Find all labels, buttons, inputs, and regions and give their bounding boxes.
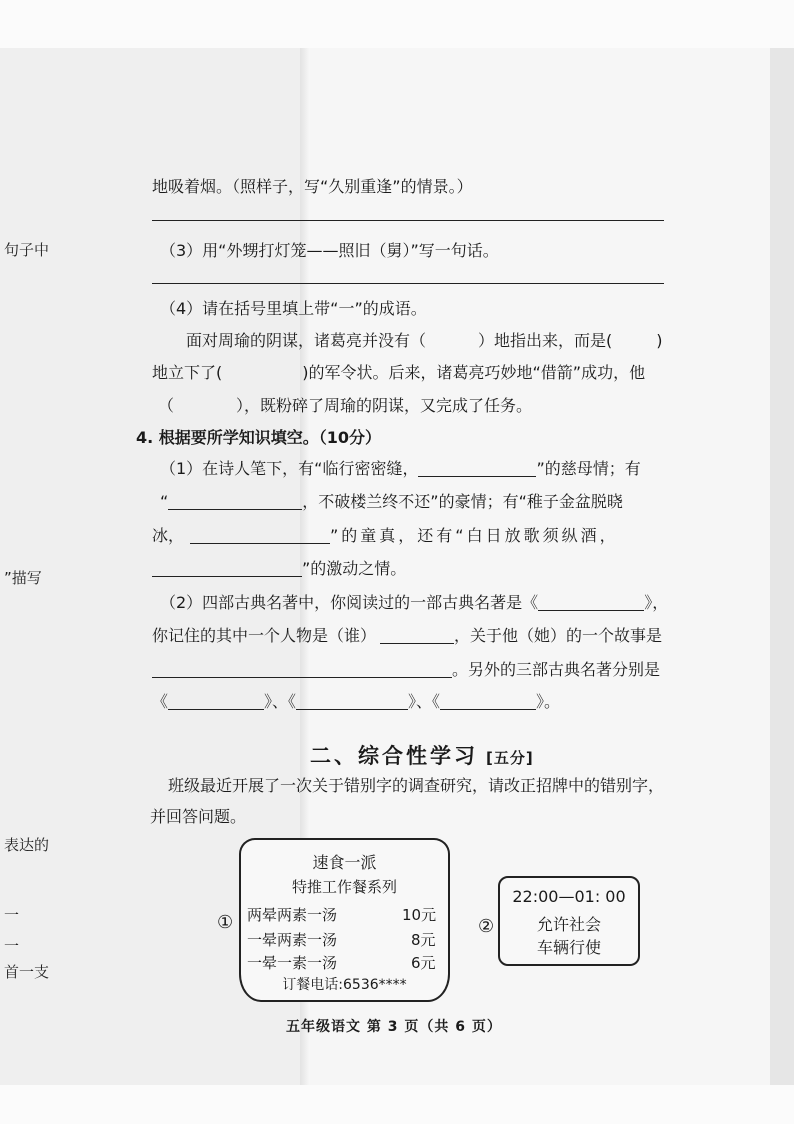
text-segment: 。另外的三部古典名著分别是 [452, 660, 661, 679]
text-segment: 冰， [152, 526, 185, 545]
fill-blank[interactable] [152, 661, 452, 678]
q3-continuation: 地吸着烟。（照样子，写“久别重逢”的情景。） [152, 177, 473, 196]
q4-p1-line1 [160, 458, 641, 480]
q3-sub4-stem: （4）请在括号里填上带“一”的成语。 [160, 299, 427, 318]
text-segment: 》。 [536, 692, 561, 711]
text-segment: 面对周瑜的阴谋，诸葛亮并没有（ [186, 331, 427, 350]
text-segment: ，关于他（她）的一个故事是 [454, 626, 663, 645]
text-segment: ) [656, 331, 663, 350]
sign-number: ① [217, 912, 234, 933]
menu-item-price: 8元 [411, 931, 436, 949]
menu-item-name: 一晕两素一汤 [247, 931, 338, 949]
fill-blank[interactable] [168, 493, 302, 510]
text-segment: ，不破楼兰终不还”的豪情；有“稚子金盆脱晓 [302, 492, 623, 511]
q4-p2-line2 [152, 625, 662, 647]
section-heading [310, 740, 534, 770]
signboard-1 [239, 838, 450, 1002]
text-segment: 》， [644, 593, 669, 612]
text-segment: “ [160, 492, 169, 511]
q4-stem: 4. 根据要所学知识填空。（10分） [136, 428, 382, 447]
fill-blank[interactable] [418, 460, 536, 477]
sign-subtitle: 特推工作餐系列 [291, 878, 397, 896]
sign-title: 速食一派 [312, 853, 377, 872]
text-segment: 》、《 [408, 692, 441, 711]
fill-blank[interactable] [190, 527, 330, 544]
sign-line: 允许社会 [536, 915, 601, 934]
text-segment: ），既粉碎了周瑜的阴谋，又完成了任务。 [236, 396, 533, 415]
scan-top-band [0, 0, 794, 48]
answer-line[interactable] [152, 220, 664, 221]
text-segment: 《 [152, 692, 169, 711]
menu-item-price: 10元 [402, 906, 437, 924]
fill-blank[interactable] [380, 627, 454, 644]
sign-line: 车辆行使 [536, 938, 601, 957]
q4-p1-line3 [152, 525, 619, 547]
menu-item-name: 两晕两素一汤 [247, 906, 338, 924]
section-intro: 并回答问题。 [150, 807, 247, 826]
q3-sub4-line3 [158, 395, 532, 417]
margin-fragment: 首一支 [4, 963, 50, 981]
text-segment: （2）四部古典名著中，你阅读过的一部古典名著是《 [160, 593, 539, 612]
text-segment: ”的童真，还有“白日放歌须纵酒， [330, 526, 619, 545]
q3-sub4-line1 [186, 330, 663, 352]
scan-bottom-band [0, 1085, 794, 1124]
q4-p2-line1 [160, 592, 668, 614]
sign-time: 22:00—01: 00 [512, 887, 626, 906]
margin-fragment: 一 [4, 906, 20, 924]
section-title: 二、综合性学习 [310, 744, 478, 768]
answer-line[interactable] [152, 283, 664, 284]
fill-blank[interactable] [538, 594, 644, 611]
q3-sub4-line2 [152, 362, 645, 384]
text-segment: 你记住的其中一个人物是（谁） [152, 626, 377, 645]
section-score: [五分] [486, 749, 534, 767]
text-segment: ”的慈母情；有 [536, 459, 641, 478]
text-segment: )的军令状。后来，诸葛亮巧妙地“借箭”成功，他 [302, 363, 646, 382]
margin-fragment: ”描写 [4, 569, 42, 587]
section-intro: 班级最近开展了一次关于错别字的调查研究，请改正招牌中的错别字， [168, 776, 665, 795]
sign-number: ② [478, 916, 495, 937]
q4-p1-line2 [160, 491, 623, 513]
sign-phone: 订餐电话:6536**** [282, 977, 407, 993]
q3-sub3: （3）用“外甥打灯笼——照旧（舅）”写一句话。 [160, 241, 499, 260]
menu-item-price: 6元 [411, 954, 436, 972]
q4-p2-line4 [152, 691, 560, 713]
text-segment: 》、《 [264, 692, 297, 711]
fill-blank[interactable] [296, 693, 408, 710]
q4-p1-line4 [152, 558, 406, 580]
text-segment: 地立下了( [152, 363, 223, 382]
fill-blank[interactable] [152, 560, 302, 577]
margin-fragment: 一 [4, 937, 20, 955]
page-footer: 五年级语文 第 3 页（共 6 页） [286, 1019, 502, 1035]
text-segment: ）地指出来，而是( [478, 331, 613, 350]
q4-p2-line3 [152, 659, 660, 681]
text-segment: ”的激动之情。 [302, 559, 407, 578]
fill-blank[interactable] [440, 693, 536, 710]
text-segment: （ [158, 396, 175, 415]
signboard-2 [498, 876, 640, 966]
margin-fragment: 句子中 [4, 241, 50, 259]
paper-right-edge [770, 48, 794, 1085]
text-segment: （1）在诗人笔下，有“临行密密缝， [160, 459, 419, 478]
margin-fragment: 表达的 [4, 836, 50, 854]
fill-blank[interactable] [168, 693, 264, 710]
menu-item-name: 一晕一素一汤 [247, 954, 338, 972]
